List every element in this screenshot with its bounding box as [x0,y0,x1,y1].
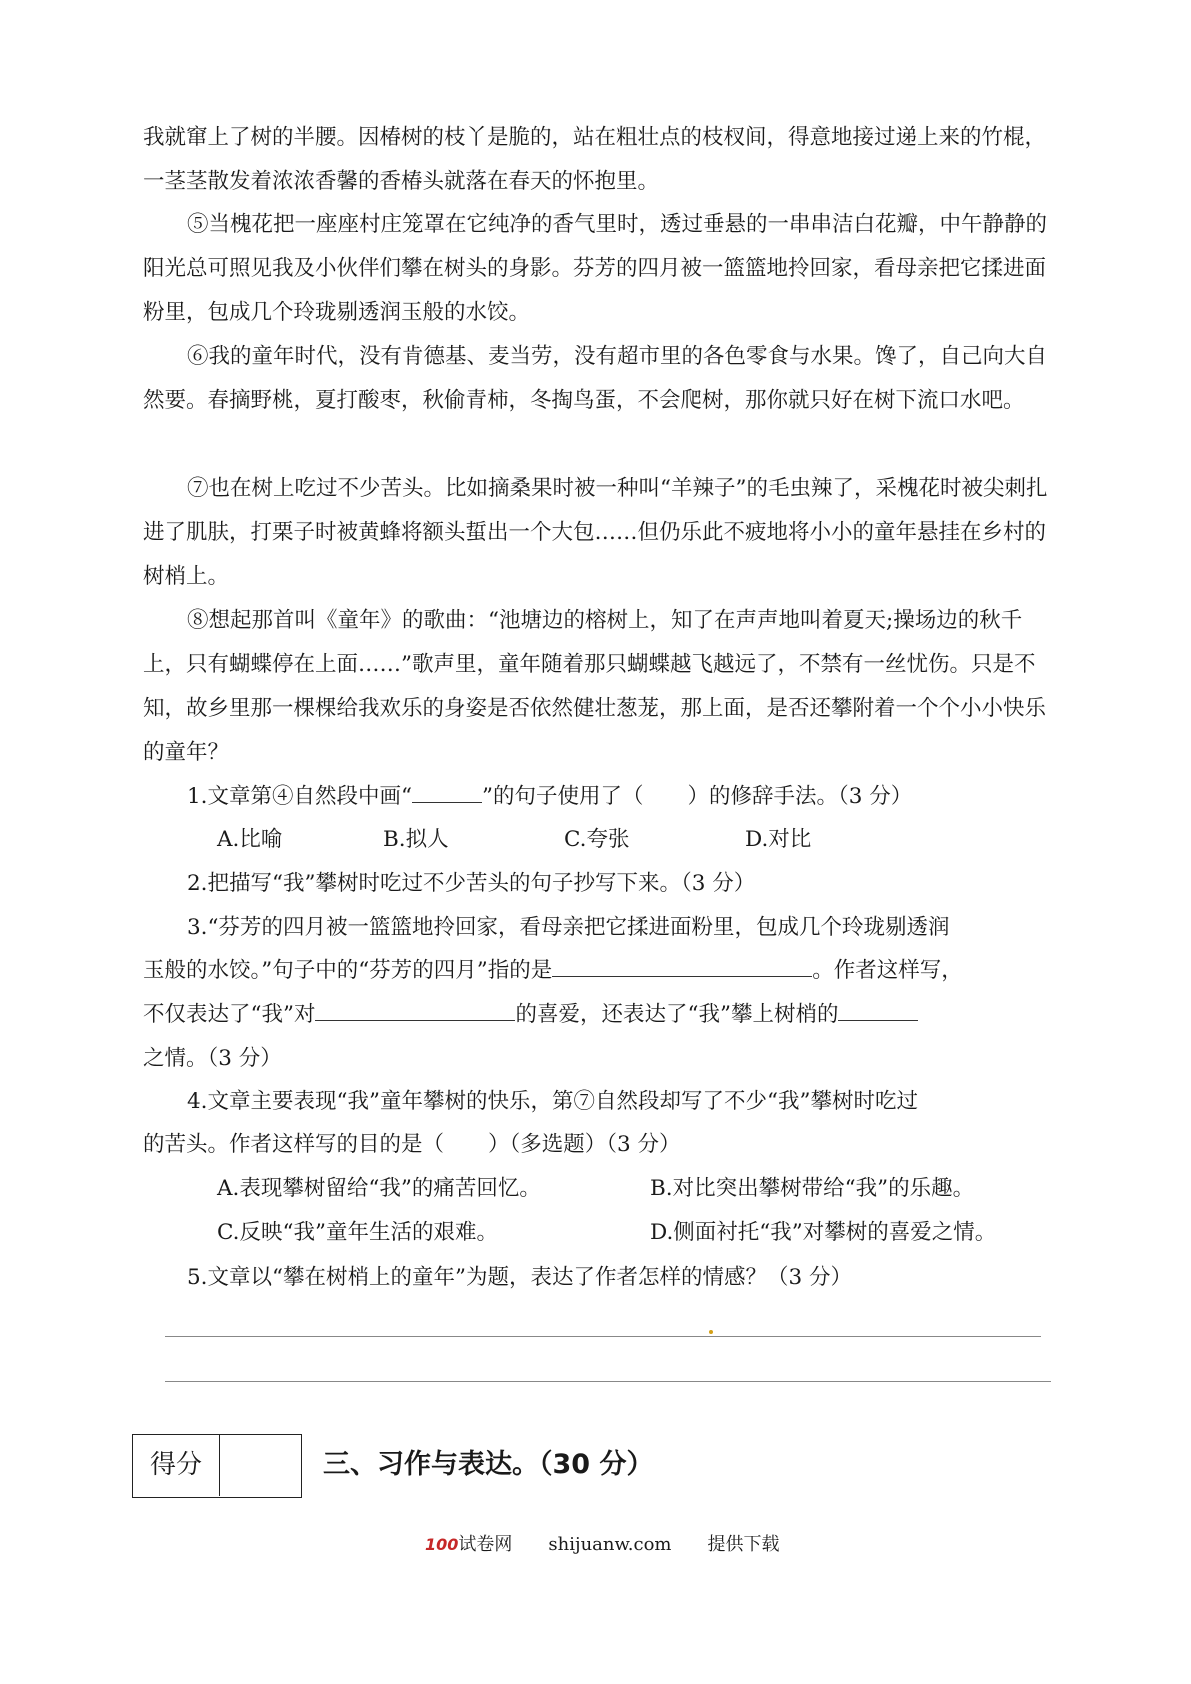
question-4-line-1: 4.文章主要表现“我”童年攀树的快乐，第⑦自然段却写了不少“我”攀树时吃过 [187,1089,918,1114]
question-4-option-a[interactable]: A.表现攀树留给“我”的痛苦回忆。 [217,1176,541,1201]
question-1-underline-blank[interactable] [412,780,482,803]
mark-dot [709,1330,713,1334]
answer-line-2[interactable] [165,1381,1051,1382]
score-label: 得分 [133,1435,220,1496]
question-1-option-d[interactable]: D.对比 [745,827,812,852]
passage-paragraph-8: ⑧想起那首叫《童年》的歌曲：“池塘边的榕树上，知了在声声地叫着夏天;操场边的秋千上，只有蝴蝶停在上面……”歌声里，童年随着那只蝴蝶越飞越远了，不禁有一丝忧伤。只是不知，故乡里那一棵棵给我欢乐的身姿是否依然健壮葱茏，那上面，是否还攀附着一个个小小快乐的童年？ [143,608,1047,765]
question-3-blank-1[interactable] [552,954,812,977]
question-1-text-a: 1.文章第④自然段中画“ [187,784,413,809]
passage-paragraph-7: ⑦也在树上吃过不少苦头。比如摘桑果时被一种叫“羊辣子”的毛虫辣了，采槐花时被尖刺扎进了肌肤，打栗子时被黄蜂将额头蜇出一个大包……但仍乐此不疲地将小小的童年悬挂在乡村的树梢上。 [143,476,1048,589]
passage-paragraph-4-continued: 我就窜上了树的半腰。因椿树的枝丫是脆的，站在粗壮点的枝杈间，得意地接过递上来的竹棍，一茎茎散发着浓浓香馨的香椿头就落在春天的怀抱里。 [143,125,1047,194]
question-3-blank-2[interactable] [315,998,515,1021]
score-input-cell[interactable] [221,1435,300,1496]
question-1-text-b: ”的句子使用了（ [482,784,644,809]
question-4-option-d[interactable]: D.侧面衬托“我”对攀树的喜爱之情。 [650,1220,997,1245]
question-3-line-2: 玉般的水饺。”句子中的“芬芳的四月”指的是 。作者这样写， [143,949,963,993]
question-3-blank-3[interactable] [838,998,918,1021]
question-1-option-c[interactable]: C.夸张 [564,827,630,852]
question-1-text-c: ）的修辞手法。（3 分） [687,784,913,809]
question-1-option-a[interactable]: A.比喻 [217,827,283,852]
question-4-option-c[interactable]: C.反映“我”童年生活的艰难。 [217,1220,499,1245]
site-link[interactable]: shijuanw.com [548,1534,672,1555]
answer-line-1[interactable] [165,1336,1041,1337]
question-3-line-4: 之情。（3 分） [143,1046,282,1071]
footer [425,1530,779,1560]
question-2: 2.把描写“我”攀树时吃过不少苦头的句子抄写下来。（3 分） [187,871,756,896]
question-5: 5.文章以“攀在树梢上的童年”为题，表达了作者怎样的情感？（3 分） [187,1265,853,1290]
question-3-line-3: 不仅表达了“我”对 的喜爱，还表达了“我”攀上树梢的 [143,993,918,1037]
passage-paragraph-6: ⑥我的童年时代，没有肯德基、麦当劳，没有超市里的各色零食与水果。馋了，自己向大自然要。春摘野桃，夏打酸枣，秋偷青柿，冬掏鸟蛋，不会爬树，那你就只好在树下流口水吧。 [143,344,1048,413]
passage-paragraph-5: ⑤当槐花把一座座村庄笼罩在它纯净的香气里时，透过垂悬的一串串洁白花瓣，中午静静的阳光总可照见我及小伙伴们攀在树头的身影。芬芳的四月被一篮篮地拎回家，看母亲把它揉进面粉里，包成几个玲珑剔透润玉般的水饺。 [143,212,1048,325]
question-1 [187,775,912,819]
score-box [132,1434,302,1498]
question-3-line-1: 3.“芬芳的四月被一篮篮地拎回家，看母亲把它揉进面粉里，包成几个玲珑剔透润 [187,915,950,940]
question-1-option-b[interactable]: B.拟人 [383,827,449,852]
brand-logo: 100 [425,1535,459,1554]
footer-note: 提供下载 [707,1534,780,1555]
section-title: 三、习作与表达。（30 分） [323,1449,654,1480]
brand-name: 试卷网 [458,1534,513,1555]
question-4-option-b[interactable]: B.对比突出攀树带给“我”的乐趣。 [650,1176,975,1201]
question-4-line-2: 的苦头。作者这样写的目的是（ ）（多选题）（3 分） [143,1132,681,1157]
